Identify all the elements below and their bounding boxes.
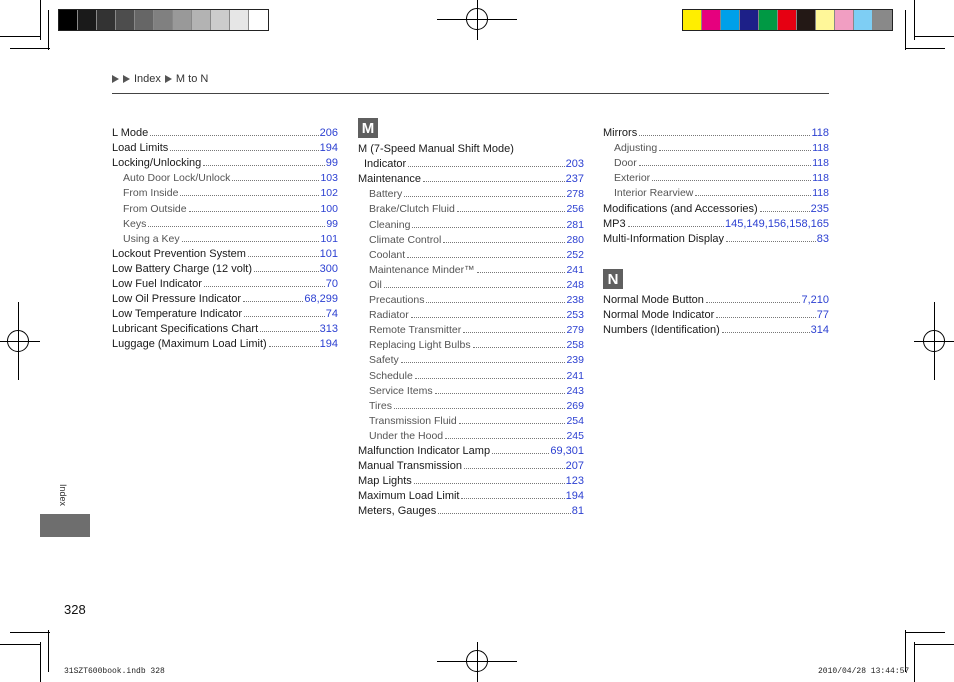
triangle-icon bbox=[165, 75, 172, 83]
index-entry bbox=[112, 335, 338, 350]
index-term: Map Lights bbox=[358, 475, 412, 488]
dot-leader bbox=[243, 301, 303, 302]
index-entry bbox=[358, 351, 584, 366]
page-link[interactable]: 69,301 bbox=[550, 444, 584, 457]
index-entry bbox=[358, 185, 584, 200]
dot-leader bbox=[412, 227, 565, 228]
index-entry bbox=[358, 155, 584, 170]
color-swatch bbox=[192, 10, 211, 30]
breadcrumb bbox=[112, 73, 208, 85]
index-entry bbox=[112, 199, 338, 214]
side-tab[interactable] bbox=[40, 514, 90, 537]
index-entry bbox=[358, 442, 584, 457]
page-link[interactable]: 83 bbox=[816, 232, 829, 245]
index-entry bbox=[358, 472, 584, 487]
index-term: Keys bbox=[123, 217, 147, 230]
page-link[interactable]: 123 bbox=[565, 475, 584, 488]
page-link[interactable]: 70 bbox=[325, 278, 338, 291]
dot-leader bbox=[426, 302, 565, 303]
page-link[interactable]: 245 bbox=[566, 429, 584, 442]
index-term: Low Temperature Indicator bbox=[112, 308, 243, 321]
index-term: Maintenance bbox=[358, 173, 421, 186]
index-term: Indicator bbox=[364, 158, 407, 171]
dot-leader bbox=[269, 346, 319, 347]
index-entry bbox=[358, 261, 584, 276]
color-swatch bbox=[721, 10, 740, 30]
index-term: Radiator bbox=[369, 309, 409, 322]
page-link[interactable]: 103 bbox=[320, 172, 338, 185]
dot-leader bbox=[652, 180, 811, 181]
triangle-icon bbox=[112, 75, 119, 83]
page-link[interactable]: 77 bbox=[816, 309, 829, 322]
dot-leader bbox=[180, 195, 319, 196]
color-swatch bbox=[778, 10, 797, 30]
index-entry bbox=[112, 260, 338, 275]
page-link[interactable]: 81 bbox=[571, 505, 584, 518]
dot-leader bbox=[232, 180, 319, 181]
page-link[interactable]: 243 bbox=[566, 384, 584, 397]
index-entry bbox=[112, 245, 338, 260]
index-entry bbox=[358, 231, 584, 246]
color-swatch bbox=[230, 10, 249, 30]
page-link[interactable]: 280 bbox=[566, 233, 584, 246]
index-term: Load Limits bbox=[112, 142, 169, 155]
page-link[interactable]: 74 bbox=[325, 308, 338, 321]
dot-leader bbox=[260, 331, 319, 332]
color-swatch bbox=[135, 10, 154, 30]
dot-leader bbox=[254, 271, 319, 272]
index-term: Lubricant Specifications Chart bbox=[112, 323, 259, 336]
color-swatch bbox=[702, 10, 721, 30]
page-link[interactable]: 7,210 bbox=[801, 294, 829, 307]
index-term: Lockout Prevention System bbox=[112, 247, 246, 260]
index-column-l bbox=[112, 124, 338, 350]
dot-leader bbox=[473, 347, 566, 348]
page-link[interactable]: 99 bbox=[325, 157, 338, 170]
dot-leader bbox=[394, 408, 566, 409]
page-link[interactable]: 239 bbox=[566, 354, 584, 367]
index-term: M (7-Speed Manual Shift Mode) bbox=[358, 143, 514, 156]
index-entry bbox=[112, 290, 338, 305]
index-entry bbox=[112, 124, 338, 139]
section-letter-n: N bbox=[603, 269, 623, 289]
dot-leader bbox=[659, 150, 811, 151]
page-link[interactable]: 194 bbox=[319, 142, 338, 155]
color-swatch bbox=[854, 10, 873, 30]
page-link[interactable]: 313 bbox=[319, 323, 338, 336]
index-term: Service Items bbox=[369, 384, 433, 397]
footer-file: 31SZT600book.indb 328 bbox=[64, 667, 165, 676]
index-entry bbox=[358, 502, 584, 517]
color-swatch bbox=[249, 10, 268, 30]
index-entry bbox=[358, 336, 584, 351]
page-link[interactable]: 281 bbox=[566, 218, 584, 231]
index-entry bbox=[358, 366, 584, 381]
index-entry bbox=[358, 397, 584, 412]
index-entry bbox=[112, 230, 338, 245]
dot-leader bbox=[384, 287, 566, 288]
index-term: Exterior bbox=[614, 172, 651, 185]
page-link[interactable]: 258 bbox=[566, 339, 584, 352]
color-swatch bbox=[759, 10, 778, 30]
dot-leader bbox=[408, 166, 564, 167]
color-swatch bbox=[154, 10, 173, 30]
dot-leader bbox=[148, 226, 325, 227]
index-entry bbox=[358, 306, 584, 321]
dot-leader bbox=[150, 135, 318, 136]
header-rule bbox=[112, 93, 829, 94]
dot-leader bbox=[464, 468, 565, 469]
dot-leader bbox=[628, 226, 724, 227]
dot-leader bbox=[477, 272, 566, 273]
index-entry bbox=[358, 140, 584, 155]
index-term: Replacing Light Bulbs bbox=[369, 339, 471, 352]
index-term: Schedule bbox=[369, 369, 413, 382]
dot-leader bbox=[706, 302, 801, 303]
dot-leader bbox=[457, 211, 566, 212]
page-link[interactable]: 252 bbox=[566, 248, 584, 261]
dot-leader bbox=[401, 362, 566, 363]
index-term: L Mode bbox=[112, 127, 149, 140]
page-link[interactable]: 248 bbox=[566, 278, 584, 291]
index-term: Transmission Fluid bbox=[369, 414, 457, 427]
index-entry bbox=[358, 412, 584, 427]
index-entry bbox=[603, 124, 829, 139]
dot-leader bbox=[170, 150, 318, 151]
index-term: MP3 bbox=[603, 217, 626, 230]
dot-leader bbox=[438, 513, 570, 514]
page-link[interactable]: 100 bbox=[320, 202, 338, 215]
dot-leader bbox=[189, 211, 320, 212]
dot-leader bbox=[492, 453, 549, 454]
index-term: Coolant bbox=[369, 248, 406, 261]
index-column-m bbox=[358, 140, 584, 517]
index-term: From Outside bbox=[123, 202, 187, 215]
page-link[interactable]: 118 bbox=[812, 142, 829, 155]
dot-leader bbox=[463, 332, 565, 333]
index-term: Normal Mode Indicator bbox=[603, 309, 715, 322]
page-link[interactable]: 254 bbox=[566, 414, 584, 427]
dot-leader bbox=[760, 211, 810, 212]
page-link[interactable]: 314 bbox=[810, 324, 829, 337]
index-term: Remote Transmitter bbox=[369, 324, 462, 337]
dot-leader bbox=[414, 483, 565, 484]
dot-leader bbox=[695, 195, 811, 196]
dot-leader bbox=[423, 181, 565, 182]
index-entry bbox=[358, 200, 584, 215]
page-link[interactable]: 269 bbox=[566, 399, 584, 412]
index-term: Tires bbox=[369, 399, 392, 412]
index-term: Using a Key bbox=[123, 232, 180, 245]
index-entry bbox=[358, 457, 584, 472]
dot-leader bbox=[182, 241, 320, 242]
grayscale-bar bbox=[58, 9, 269, 31]
index-entry bbox=[112, 139, 338, 154]
index-term: Low Fuel Indicator bbox=[112, 278, 202, 291]
page-link[interactable]: 102 bbox=[320, 187, 338, 200]
index-entry bbox=[603, 184, 829, 199]
index-entry bbox=[358, 170, 584, 185]
dot-leader bbox=[248, 256, 319, 257]
page-link[interactable]: 253 bbox=[566, 309, 584, 322]
index-entry bbox=[112, 275, 338, 290]
dot-leader bbox=[716, 317, 815, 318]
page-link[interactable]: 118 bbox=[812, 157, 829, 170]
color-swatch bbox=[683, 10, 702, 30]
dot-leader bbox=[459, 423, 566, 424]
dot-leader bbox=[415, 378, 566, 379]
index-term: Numbers (Identification) bbox=[603, 324, 720, 337]
page-link[interactable]: 203 bbox=[565, 158, 584, 171]
page-link[interactable]: 194 bbox=[565, 490, 584, 503]
index-column-n bbox=[603, 291, 829, 336]
index-entry bbox=[358, 382, 584, 397]
side-tab-label: Index bbox=[58, 484, 68, 507]
index-term: Interior Rearview bbox=[614, 187, 694, 200]
page-link[interactable]: 241 bbox=[566, 263, 584, 276]
index-entry bbox=[112, 215, 338, 230]
index-entry bbox=[112, 184, 338, 199]
color-swatch bbox=[59, 10, 78, 30]
color-swatch bbox=[816, 10, 835, 30]
page-link[interactable]: 101 bbox=[320, 232, 338, 245]
breadcrumb-index[interactable]: Index bbox=[134, 73, 161, 85]
index-term: Malfunction Indicator Lamp bbox=[358, 444, 491, 457]
index-entry bbox=[603, 199, 829, 214]
dot-leader bbox=[445, 438, 565, 439]
page-link[interactable]: 68,299 bbox=[304, 293, 338, 306]
index-term: Precautions bbox=[369, 294, 425, 307]
page-link[interactable]: 101 bbox=[319, 247, 338, 260]
index-entry bbox=[603, 154, 829, 169]
page-link[interactable]: 238 bbox=[566, 294, 584, 307]
page-link[interactable]: 118 bbox=[812, 187, 829, 200]
index-entry bbox=[603, 230, 829, 245]
index-term: Modifications (and Accessories) bbox=[603, 202, 758, 215]
index-entry bbox=[603, 169, 829, 184]
index-term: Brake/Clutch Fluid bbox=[369, 203, 455, 216]
index-entry bbox=[603, 321, 829, 336]
color-swatch bbox=[211, 10, 230, 30]
index-entry bbox=[358, 276, 584, 291]
index-term: Adjusting bbox=[614, 142, 658, 155]
page-link[interactable]: 256 bbox=[566, 203, 584, 216]
index-entry bbox=[603, 215, 829, 230]
index-term: Under the Hood bbox=[369, 429, 444, 442]
page-link[interactable]: 145,149,156,158,165 bbox=[725, 217, 829, 230]
index-entry bbox=[358, 215, 584, 230]
color-swatch bbox=[740, 10, 759, 30]
footer-timestamp: 2010/04/28 13:44:57 bbox=[818, 667, 910, 676]
page-link[interactable]: 207 bbox=[565, 460, 584, 473]
page-number: 328 bbox=[64, 602, 86, 617]
page-link[interactable]: 237 bbox=[565, 173, 584, 186]
index-term: Manual Transmission bbox=[358, 460, 462, 473]
index-term: Maximum Load Limit bbox=[358, 490, 460, 503]
index-entry bbox=[358, 246, 584, 261]
dot-leader bbox=[443, 242, 565, 243]
dot-leader bbox=[407, 257, 565, 258]
page-link[interactable]: 279 bbox=[566, 324, 584, 337]
triangle-icon bbox=[123, 75, 130, 83]
index-term: Safety bbox=[369, 354, 399, 367]
index-term: Climate Control bbox=[369, 233, 442, 246]
page-link[interactable]: 118 bbox=[812, 172, 829, 185]
index-entry bbox=[603, 291, 829, 306]
page-link[interactable]: 99 bbox=[326, 217, 338, 230]
index-term: Multi-Information Display bbox=[603, 232, 725, 245]
dot-leader bbox=[435, 393, 566, 394]
dot-leader bbox=[461, 498, 564, 499]
dot-leader bbox=[204, 286, 325, 287]
index-entry bbox=[358, 427, 584, 442]
color-swatch bbox=[835, 10, 854, 30]
dot-leader bbox=[639, 165, 811, 166]
color-swatch bbox=[78, 10, 97, 30]
index-term: Maintenance Minder™ bbox=[369, 263, 475, 276]
index-term: Low Battery Charge (12 volt) bbox=[112, 262, 253, 275]
index-term: Luggage (Maximum Load Limit) bbox=[112, 338, 267, 351]
index-entry bbox=[603, 306, 829, 321]
dot-leader bbox=[244, 316, 325, 317]
breadcrumb-section: M to N bbox=[175, 73, 209, 85]
index-term: Oil bbox=[369, 278, 382, 291]
page-link[interactable]: 118 bbox=[811, 127, 829, 140]
page-link[interactable]: 235 bbox=[810, 202, 829, 215]
page-link[interactable]: 206 bbox=[319, 127, 338, 140]
page-link[interactable]: 241 bbox=[566, 369, 584, 382]
page-link[interactable]: 194 bbox=[319, 338, 338, 351]
index-entry bbox=[358, 321, 584, 336]
color-swatch bbox=[97, 10, 116, 30]
color-bar bbox=[682, 9, 893, 31]
color-swatch bbox=[797, 10, 816, 30]
index-entry bbox=[358, 487, 584, 502]
dot-leader bbox=[726, 241, 816, 242]
index-term: Mirrors bbox=[603, 127, 638, 140]
color-swatch bbox=[173, 10, 192, 30]
index-column-m-cont bbox=[603, 124, 829, 245]
color-swatch bbox=[873, 10, 892, 30]
dot-leader bbox=[722, 332, 810, 333]
index-term: Normal Mode Button bbox=[603, 294, 704, 307]
index-entry bbox=[112, 305, 338, 320]
index-entry bbox=[112, 154, 338, 169]
index-entry bbox=[112, 169, 338, 184]
index-term: Meters, Gauges bbox=[358, 505, 437, 518]
index-term: Cleaning bbox=[369, 218, 411, 231]
index-term: Low Oil Pressure Indicator bbox=[112, 293, 241, 306]
index-term: Auto Door Lock/Unlock bbox=[123, 172, 231, 185]
dot-leader bbox=[203, 165, 324, 166]
page-link[interactable]: 278 bbox=[566, 188, 584, 201]
dot-leader bbox=[404, 196, 565, 197]
index-term: Battery bbox=[369, 188, 403, 201]
dot-leader bbox=[411, 317, 566, 318]
page-link[interactable]: 300 bbox=[319, 262, 338, 275]
index-entry bbox=[358, 291, 584, 306]
index-entry bbox=[603, 139, 829, 154]
index-term: From Inside bbox=[123, 187, 179, 200]
color-swatch bbox=[116, 10, 135, 30]
dot-leader bbox=[639, 135, 810, 136]
index-entry bbox=[112, 320, 338, 335]
index-term: Door bbox=[614, 157, 637, 170]
section-letter-m: M bbox=[358, 118, 378, 138]
index-term: Locking/Unlocking bbox=[112, 157, 202, 170]
